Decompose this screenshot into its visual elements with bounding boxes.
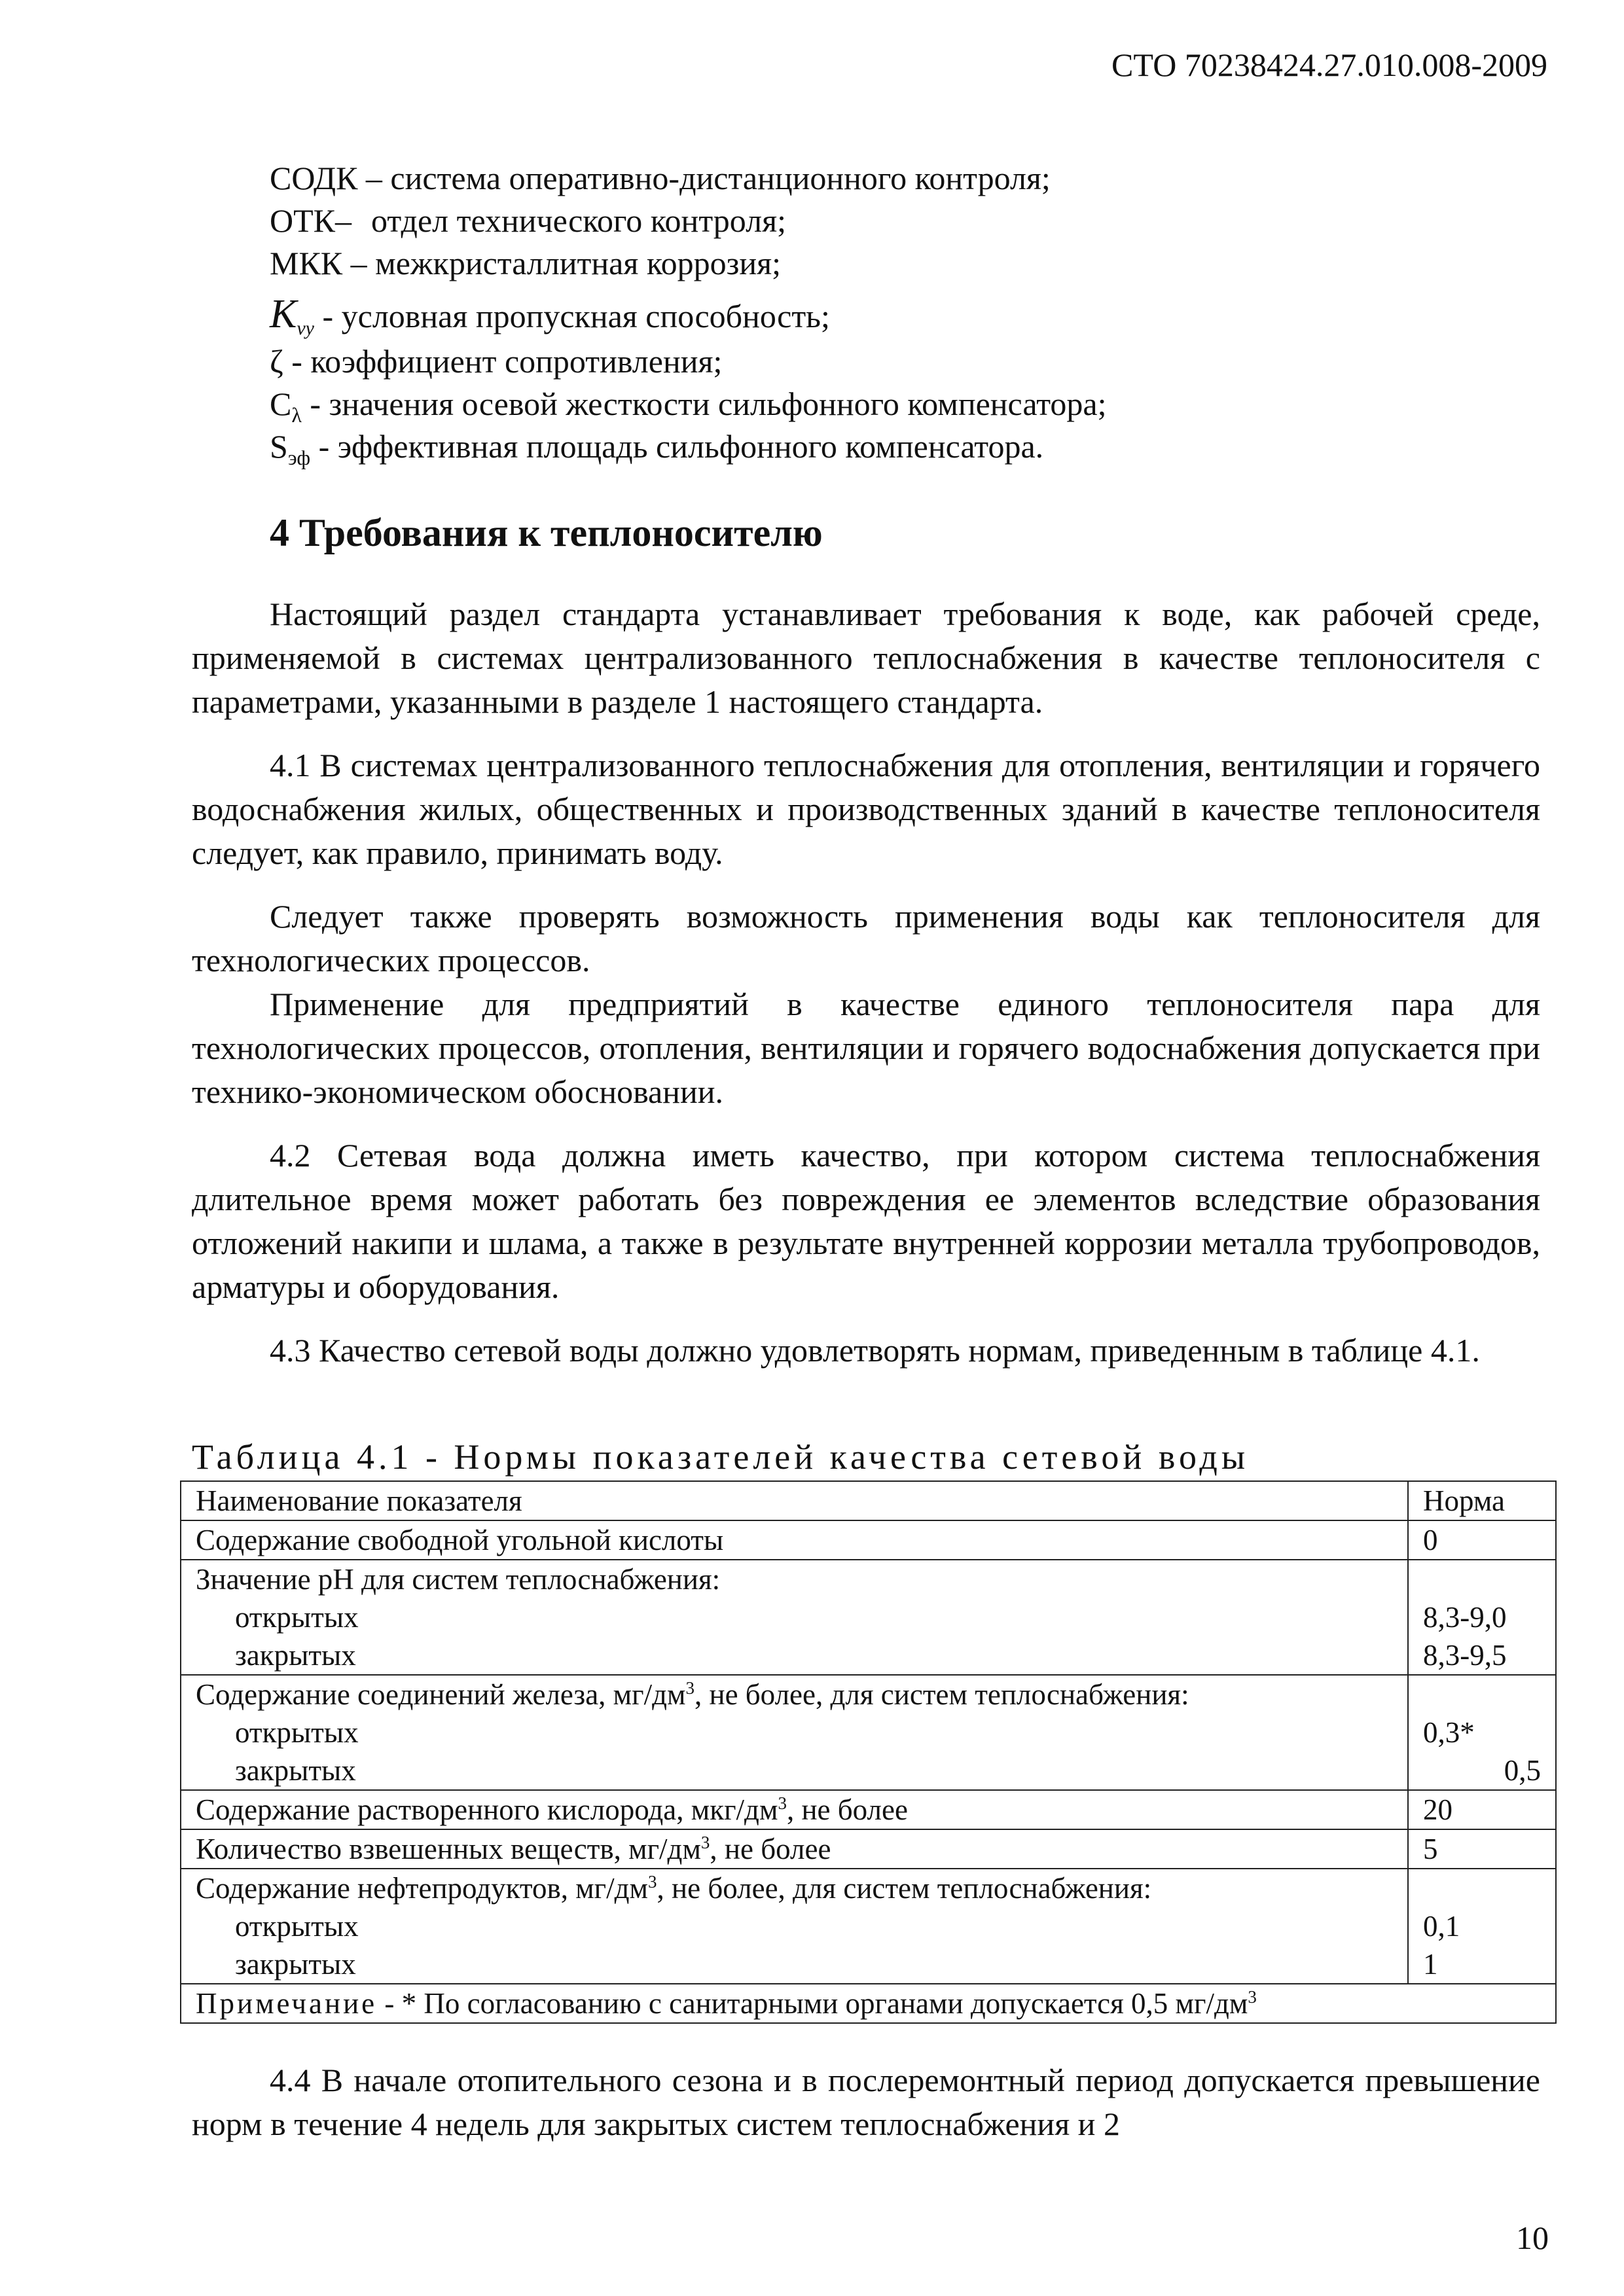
note-label: Примечание	[196, 1987, 378, 2020]
oil-open-value: 0,1	[1423, 1910, 1460, 1943]
header-name-cell: Наименование показателя	[181, 1481, 1408, 1520]
suspended-label-sup: 3	[700, 1833, 710, 1852]
header-norm-cell: Норма	[1408, 1481, 1556, 1520]
table-note	[181, 1984, 1556, 2023]
oxygen-label-a: Содержание растворенного кислорода, мкг/дм	[196, 1793, 778, 1826]
suspended-label-b: , не более	[710, 1833, 831, 1865]
row-norm-cell: 20	[1408, 1790, 1556, 1829]
table-note-row	[181, 1984, 1556, 2023]
row-norm-cell: 0	[1408, 1520, 1556, 1560]
ph-open-label: открытых	[235, 1601, 359, 1634]
paragraph-4-1: 4.1 В системах централизованного теплоснабжения для отопления, вентиляции и горячего водоснабжения жилых, общественных и производственных зданий в качестве теплоносителя следует, как правило, принимать воду.	[192, 747, 1540, 871]
ph-closed-label: закрытых	[235, 1639, 356, 1672]
ph-label: Значение pH для систем теплоснабжения:	[196, 1563, 721, 1596]
iron-open-label: открытых	[235, 1716, 359, 1749]
note-text: - * По согласованию с санитарными органами допускается 0,5 мг/дм	[377, 1987, 1248, 2020]
oxygen-label-sup: 3	[778, 1793, 787, 1813]
paragraph-4-3: 4.3 Качество сетевой воды должно удовлетворять нормам, приведенным в таблице 4.1.	[270, 1332, 1480, 1369]
row-name-cell	[181, 1869, 1408, 1984]
kv-subscript: νу	[297, 317, 314, 339]
row-name-cell	[181, 1790, 1408, 1829]
row-name-cell	[181, 1829, 1408, 1869]
iron-label	[196, 1676, 1393, 1713]
table-row	[181, 1520, 1556, 1560]
iron-label-b: , не более, для систем теплоснабжения:	[694, 1678, 1189, 1711]
iron-closed-value: 0,5	[1504, 1754, 1541, 1787]
abbr-c-lambda	[270, 383, 1553, 425]
table-row	[181, 1869, 1556, 1984]
table-caption: Таблица 4.1 - Нормы показателей качества сетевой воды	[192, 1437, 1250, 1477]
ph-open-value: 8,3-9,0	[1423, 1601, 1507, 1634]
section-body-continued	[192, 2058, 1540, 2146]
paragraph-4-1-b: Следует также проверять возможность применения воды как теплоносителя для технологических процессов.	[192, 898, 1540, 978]
section-heading: 4 Требования к теплоносителю	[270, 511, 823, 554]
table-row	[181, 1560, 1556, 1675]
iron-label-sup: 3	[685, 1678, 695, 1698]
table-row	[181, 1675, 1556, 1790]
row-name-cell: Содержание свободной угольной кислоты	[181, 1520, 1408, 1560]
row-norm-cell: 5	[1408, 1829, 1556, 1869]
iron-open-value: 0,3*	[1423, 1716, 1475, 1749]
abbr-zeta: ζ - коэффициент сопротивления;	[270, 343, 723, 380]
c-def: - значения осевой жесткости сильфонного компенсатора;	[301, 386, 1107, 422]
row-norm-cell	[1408, 1675, 1556, 1790]
suspended-label-a: Количество взвешенных веществ, мг/дм	[196, 1833, 701, 1865]
oil-open-label: открытых	[235, 1910, 359, 1943]
abbr-kv	[270, 285, 1553, 340]
row-name-cell	[181, 1675, 1408, 1790]
c-symbol: C	[270, 386, 292, 422]
s-subscript: эф	[287, 446, 311, 469]
kv-def: - условная пропускная способность;	[314, 298, 830, 334]
abbr-otk-term: ОТК–	[270, 202, 352, 239]
section-body	[192, 592, 1540, 1392]
abbr-otk	[270, 200, 1553, 242]
oil-label-b: , не более, для систем теплоснабжения:	[657, 1872, 1152, 1905]
paragraph-4-4: 4.4 В начале отопительного сезона и в послеремонтный период допускается превышение норм в течение 4 недель для закрытых систем теплоснабжения и 2	[192, 2062, 1540, 2142]
s-symbol: S	[270, 428, 288, 465]
oil-label-sup: 3	[648, 1872, 657, 1892]
iron-closed-label: закрытых	[235, 1754, 356, 1787]
s-def: - эффективная площадь сильфонного компенсатора.	[310, 428, 1044, 465]
ph-closed-value: 8,3-9,5	[1423, 1639, 1507, 1672]
row-norm-cell	[1408, 1869, 1556, 1984]
kv-symbol: K	[270, 292, 297, 336]
oil-closed-value: 1	[1423, 1948, 1438, 1981]
note-sup: 3	[1248, 1987, 1257, 2007]
section-intro: Настоящий раздел стандарта устанавливает требования к воде, как рабочей среде, применяемой в системах централизованного теплоснабжения в качестве теплоносителя с параметрами, указанными в разделе 1 настоящего стандарта.	[192, 596, 1540, 720]
abbr-s-ef	[270, 425, 1553, 468]
table-row	[181, 1829, 1556, 1869]
oxygen-label-b: , не более	[786, 1793, 908, 1826]
row-norm-cell	[1408, 1560, 1556, 1675]
oil-label	[196, 1869, 1393, 1907]
row-name-cell	[181, 1560, 1408, 1675]
table-header-row	[181, 1481, 1556, 1520]
abbr-otk-def: отдел технического контроля;	[371, 202, 786, 239]
paragraph-4-1-c: Применение для предприятий в качестве единого теплоносителя пара для технологических процессов, отопления, вентиляции и горячего водоснабжения допускается при технико-экономическом обосновании.	[192, 986, 1540, 1110]
abbr-mkk: МКК – межкристаллитная коррозия;	[270, 245, 781, 281]
c-subscript: λ	[291, 403, 302, 427]
iron-label-a: Содержание соединений железа, мг/дм	[196, 1678, 686, 1711]
oil-closed-label: закрытых	[235, 1948, 356, 1981]
page-number: 10	[1516, 2219, 1549, 2256]
water-quality-table	[180, 1480, 1557, 2024]
abbr-sodk: СОДК – система оперативно-дистанционного контроля;	[270, 160, 1051, 196]
document-code: СТО 70238424.27.010.008-2009	[1111, 46, 1547, 83]
oil-label-a: Содержание нефтепродуктов, мг/дм	[196, 1872, 649, 1905]
table-row	[181, 1790, 1556, 1829]
abbreviations-list	[270, 157, 1553, 468]
paragraph-4-2: 4.2 Сетевая вода должна иметь качество, при котором система теплоснабжения длительное время может работать без повреждения ее элементов вследствие образования отложений накипи и шлама, а также в результате внутренней коррозии металла трубопроводов, арматуры и оборудования.	[192, 1137, 1540, 1305]
